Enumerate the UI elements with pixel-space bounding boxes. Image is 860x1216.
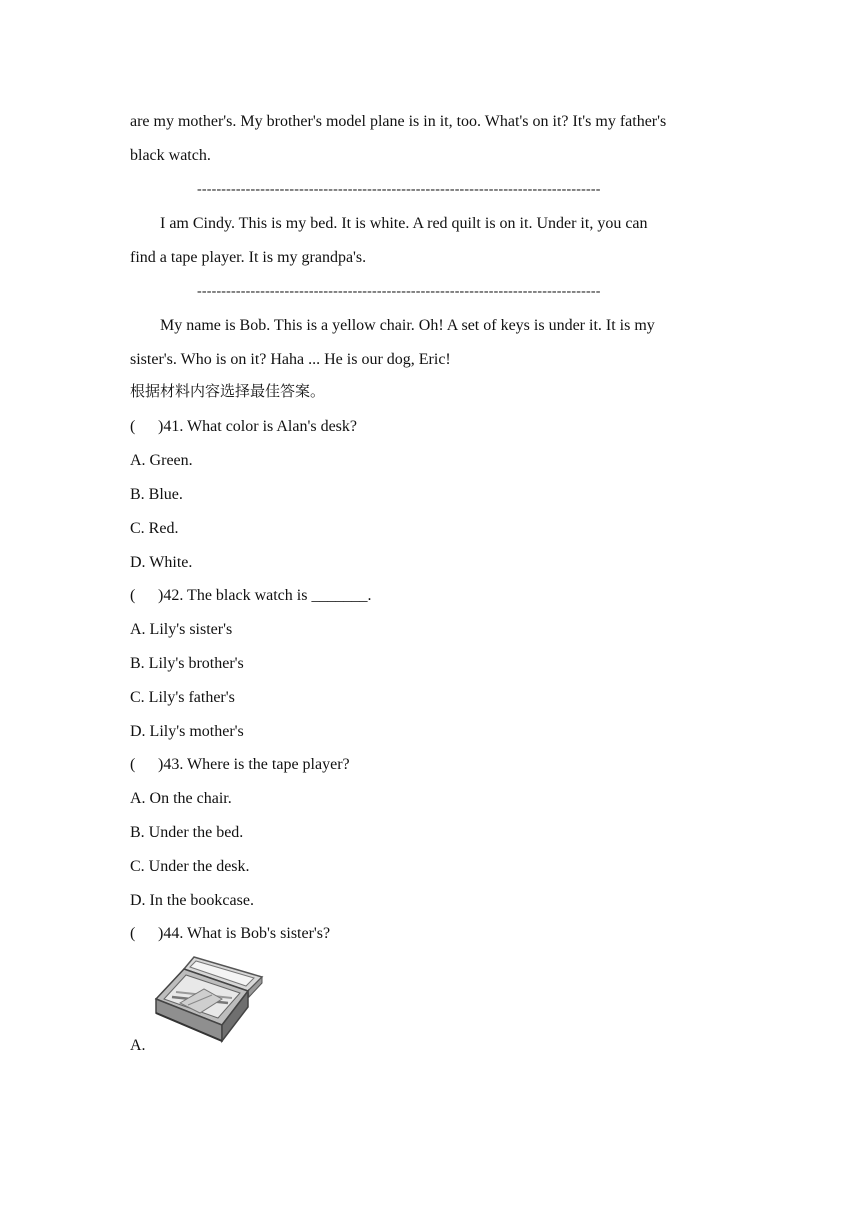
question-stem: )44. What is Bob's sister's? <box>158 925 331 942</box>
passage-line: sister's. Who is on it? Haha ... He is our dog, Eric! <box>130 351 451 368</box>
option-a: A. Green. <box>130 452 193 469</box>
separator-line: ----------------------------------------------------------------------------------- <box>197 182 601 197</box>
option-a: A. Lily's sister's <box>130 621 233 638</box>
option-b: B. Lily's brother's <box>130 655 244 672</box>
passage-line: find a tape player. It is my grandpa's. <box>130 249 367 266</box>
passage-line: My name is Bob. This is a yellow chair. Oh! A set of keys is under it. It is my <box>160 317 655 334</box>
option-d: D. In the bookcase. <box>130 892 254 909</box>
option-d: D. White. <box>130 554 193 571</box>
option-c: C. Red. <box>130 520 179 537</box>
option-b: B. Blue. <box>130 486 183 503</box>
pencil-case-icon <box>152 955 264 1051</box>
question-43 <box>130 755 350 775</box>
question-stem: )41. What color is Alan's desk? <box>158 418 357 435</box>
answer-paren[interactable]: ( <box>130 587 136 604</box>
option-b: B. Under the bed. <box>130 824 244 841</box>
option-d: D. Lily's mother's <box>130 723 244 740</box>
option-a: A. On the chair. <box>130 790 232 807</box>
passage-line: black watch. <box>130 147 211 164</box>
passage-line: are my mother's. My brother's model plane is in it, too. What's on it? It's my father's <box>130 113 667 130</box>
question-41 <box>130 417 357 437</box>
question-stem: )43. Where is the tape player? <box>158 756 350 773</box>
option-c: C. Lily's father's <box>130 689 235 706</box>
answer-paren[interactable]: ( <box>130 925 136 942</box>
question-stem: )42. The black watch is _______. <box>158 587 372 604</box>
answer-paren[interactable]: ( <box>130 418 136 435</box>
option-a: A. <box>130 1037 146 1054</box>
instruction-text: 根据材料内容选择最佳答案。 <box>130 382 326 400</box>
separator-line: ----------------------------------------------------------------------------------- <box>197 284 601 299</box>
answer-paren[interactable]: ( <box>130 756 136 773</box>
option-c: C. Under the desk. <box>130 858 250 875</box>
question-42 <box>130 586 371 606</box>
question-44 <box>130 924 330 944</box>
passage-line: I am Cindy. This is my bed. It is white. A red quilt is on it. Under it, you can <box>160 215 648 232</box>
